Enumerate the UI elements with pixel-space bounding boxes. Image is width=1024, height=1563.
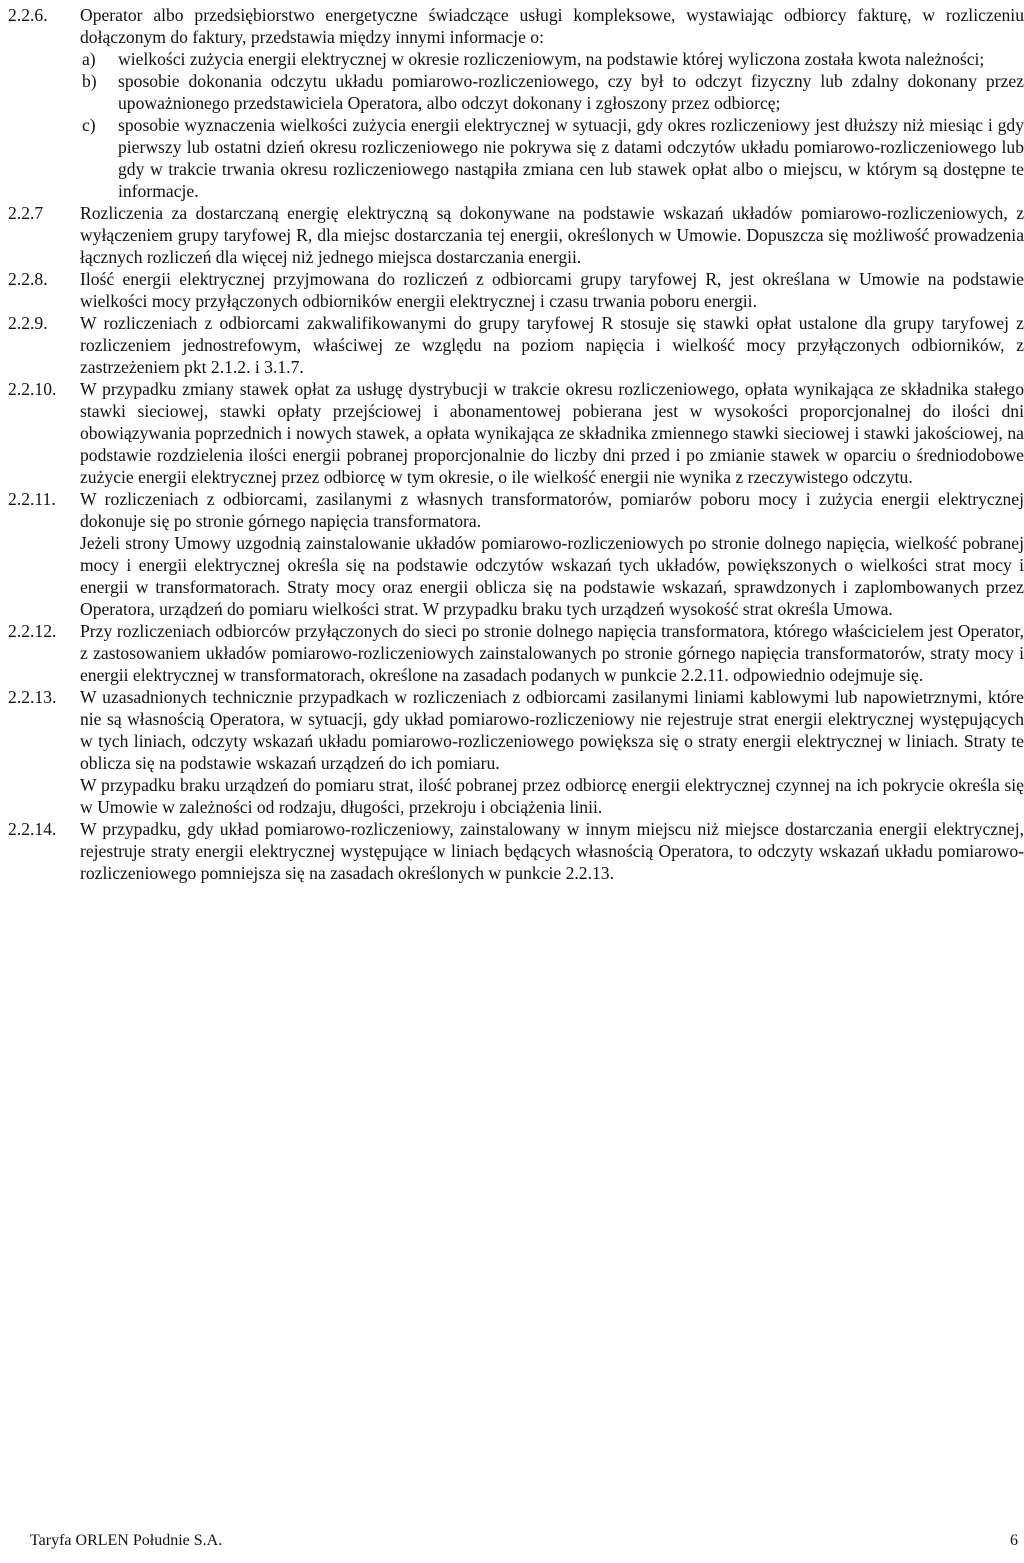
section-2-2-14 <box>8 818 1024 884</box>
paragraph: W rozliczeniach z odbiorcami zakwalifikowanymi do grupy taryfowej R stosuje się stawki opłat ustalone dla grupy taryfowej z rozliczeniem jednostrefowym, właściwej ze względu na poziom napięcia i wielkość mocy przyłączonych odbiorników, z zastrzeżeniem pkt 2.1.2. i 3.1.7. <box>80 313 1024 377</box>
section-number: 2.2.8. <box>8 269 48 289</box>
section-number: 2.2.10. <box>8 379 57 399</box>
section-number: 2.2.9. <box>8 313 48 333</box>
section-number: 2.2.7 <box>8 203 44 223</box>
section-2-2-13 <box>8 686 1024 818</box>
list-item-marker: c) <box>82 115 96 135</box>
footer-company: Taryfa ORLEN Południe S.A. <box>30 1532 223 1549</box>
paragraph: W przypadku braku urządzeń do pomiaru strat, ilość pobranej przez odbiorcę energii elektrycznej czynnej na ich pokrycie określa się w Umowie w zależności od rodzaju, długości, przekroju i obciążenia linii. <box>80 775 1024 817</box>
paragraph: W przypadku zmiany stawek opłat za usługę dystrybucji w trakcie okresu rozliczeniowego, opłata wynikająca ze składnika stałego stawki sieciowej, stawki opłaty przejściowej i abonamentowej pobierana jest w wysokości proporcjonalnej do ilości dni obowiązywania poprzednich i nowych stawek, a opłata wynikająca ze składnika zmiennego stawki sieciowej i stawki jakościowej, na podstawie rozdzielenia ilości energii pobranej proporcjonalnie do liczby dni przed i po zmianie stawek w oparciu o średniodobowe zużycie energii elektrycznej przez odbiorcę w tym okresie, o ile wielkość energii nie wynika z rzeczywistego odczytu. <box>80 379 1024 487</box>
section-text <box>80 620 1024 686</box>
paragraph: Rozliczenia za dostarczaną energię elektryczną są dokonywane na podstawie wskazań układów pomiarowo-rozliczeniowych, z wyłączeniem grupy taryfowej R, dla miejsc dostarczania tej energii, określonych w Umowie. Dopuszcza się możliwość prowadzenia łącznych rozliczeń dla więcej niż jednego miejsca dostarczania energii. <box>80 203 1024 267</box>
section-text <box>80 378 1024 488</box>
list-item <box>80 48 1024 70</box>
paragraph: W rozliczeniach z odbiorcami, zasilanymi z własnych transformatorów, pomiarów poboru mocy i zużycia energii elektrycznej dokonuje się po stronie górnego napięcia transformatora. <box>80 489 1024 531</box>
section-text <box>80 818 1024 884</box>
section-text <box>80 312 1024 378</box>
list-item-text: sposobie dokonania odczytu układu pomiarowo-rozliczeniowego, czy był to odczyt fizyczny lub zdalny dokonany przez upoważnionego przedstawiciela Operatora, albo odczyt dokonany i zgłoszony przez odbiorcę; <box>118 71 1024 113</box>
paragraph: Operator albo przedsiębiorstwo energetyczne świadczące usługi kompleksowe, wystawiając odbiorcy fakturę, w rozliczeniu dołączonym do faktury, przedstawia między innymi informacje o: <box>80 5 1024 47</box>
section-number: 2.2.13. <box>8 687 57 707</box>
section-text <box>80 686 1024 818</box>
section-text <box>80 4 1024 202</box>
page-number: 6 <box>1010 1532 1018 1549</box>
paragraph: Ilość energii elektrycznej przyjmowana do rozliczeń z odbiorcami grupy taryfowej R, jest określana w Umowie na podstawie wielkości mocy przyłączonych odbiorników energii elektrycznej i czasu trwania poboru energii. <box>80 269 1024 311</box>
section-text <box>80 202 1024 268</box>
list-item <box>80 114 1024 202</box>
section-2-2-12 <box>8 620 1024 686</box>
page-footer <box>30 1531 1018 1551</box>
item-list <box>80 48 1024 202</box>
section-number: 2.2.12. <box>8 621 57 641</box>
list-item <box>80 70 1024 114</box>
document-body <box>8 4 1024 884</box>
section-2-2-11 <box>8 488 1024 620</box>
section-2-2-10 <box>8 378 1024 488</box>
section-number: 2.2.14. <box>8 819 57 839</box>
section-number: 2.2.11. <box>8 489 56 509</box>
section-2-2-8 <box>8 268 1024 312</box>
paragraph: Jeżeli strony Umowy uzgodnią zainstalowanie układów pomiarowo-rozliczeniowych po stronie dolnego napięcia, wielkość pobranej mocy i energii elektrycznej określa się na podstawie odczytów wskazań tych układów, powiększonych o wielkości strat mocy i energii w transformatorach. Straty mocy oraz energii oblicza się na podstawie wskazań, sprawdzonych i zaplombowanych przez Operatora, urządzeń do pomiaru wielkości strat. W przypadku braku tych urządzeń wysokość strat określa Umowa. <box>80 533 1024 619</box>
list-item-marker: b) <box>82 71 97 91</box>
section-2-2-9 <box>8 312 1024 378</box>
list-item-text: sposobie wyznaczenia wielkości zużycia energii elektrycznej w sytuacji, gdy okres rozliczeniowy jest dłuższy niż miesiąc i gdy pierwszy lub ostatni dzień okresu rozliczeniowego nie pokrywa się z datami odczytów układu pomiarowo-rozliczeniowego lub gdy w trakcie trwania okresu rozliczeniowego nastąpiła zmiana cen lub stawek opłat albo o miejscu, w którym są dostępne te informacje. <box>118 115 1024 201</box>
paragraph: Przy rozliczeniach odbiorców przyłączonych do sieci po stronie dolnego napięcia transformatora, którego właścicielem jest Operator, z zastosowaniem układów pomiarowo-rozliczeniowych zainstalowanych po stronie górnego napięcia transformatorów, straty mocy i energii elektrycznej w transformatorach, określone na zasadach podanych w punkcie 2.2.11. odpowiednio odejmuje się. <box>80 621 1024 685</box>
paragraph: W przypadku, gdy układ pomiarowo-rozliczeniowy, zainstalowany w innym miejscu niż miejsce dostarczania energii elektrycznej, rejestruje straty energii elektrycznej występujące w liniach będących własnością Operatora, to odczyty wskazań układu pomiarowo-rozliczeniowego pomniejsza się na zasadach określonych w punkcie 2.2.13. <box>80 819 1024 883</box>
list-item-marker: a) <box>82 49 96 69</box>
section-2-2-6 <box>8 4 1024 202</box>
list-item-text: wielkości zużycia energii elektrycznej w okresie rozliczeniowym, na podstawie której wyliczona została kwota należności; <box>118 49 985 69</box>
paragraph: W uzasadnionych technicznie przypadkach w rozliczeniach z odbiorcami zasilanymi liniami kablowymi lub napowietrznymi, które nie są własnością Operatora, w sytuacji, gdy układ pomiarowo-rozliczeniowy nie rejestruje strat energii elektrycznej występujących w tych liniach, odczyty wskazań układu pomiarowo-rozliczeniowego powiększa się o straty energii elektrycznej w liniach. Straty te oblicza się na podstawie wskazań urządzeń do ich pomiaru. <box>80 687 1024 773</box>
section-number: 2.2.6. <box>8 5 48 25</box>
section-text <box>80 488 1024 620</box>
section-text <box>80 268 1024 312</box>
section-2-2-7 <box>8 202 1024 268</box>
